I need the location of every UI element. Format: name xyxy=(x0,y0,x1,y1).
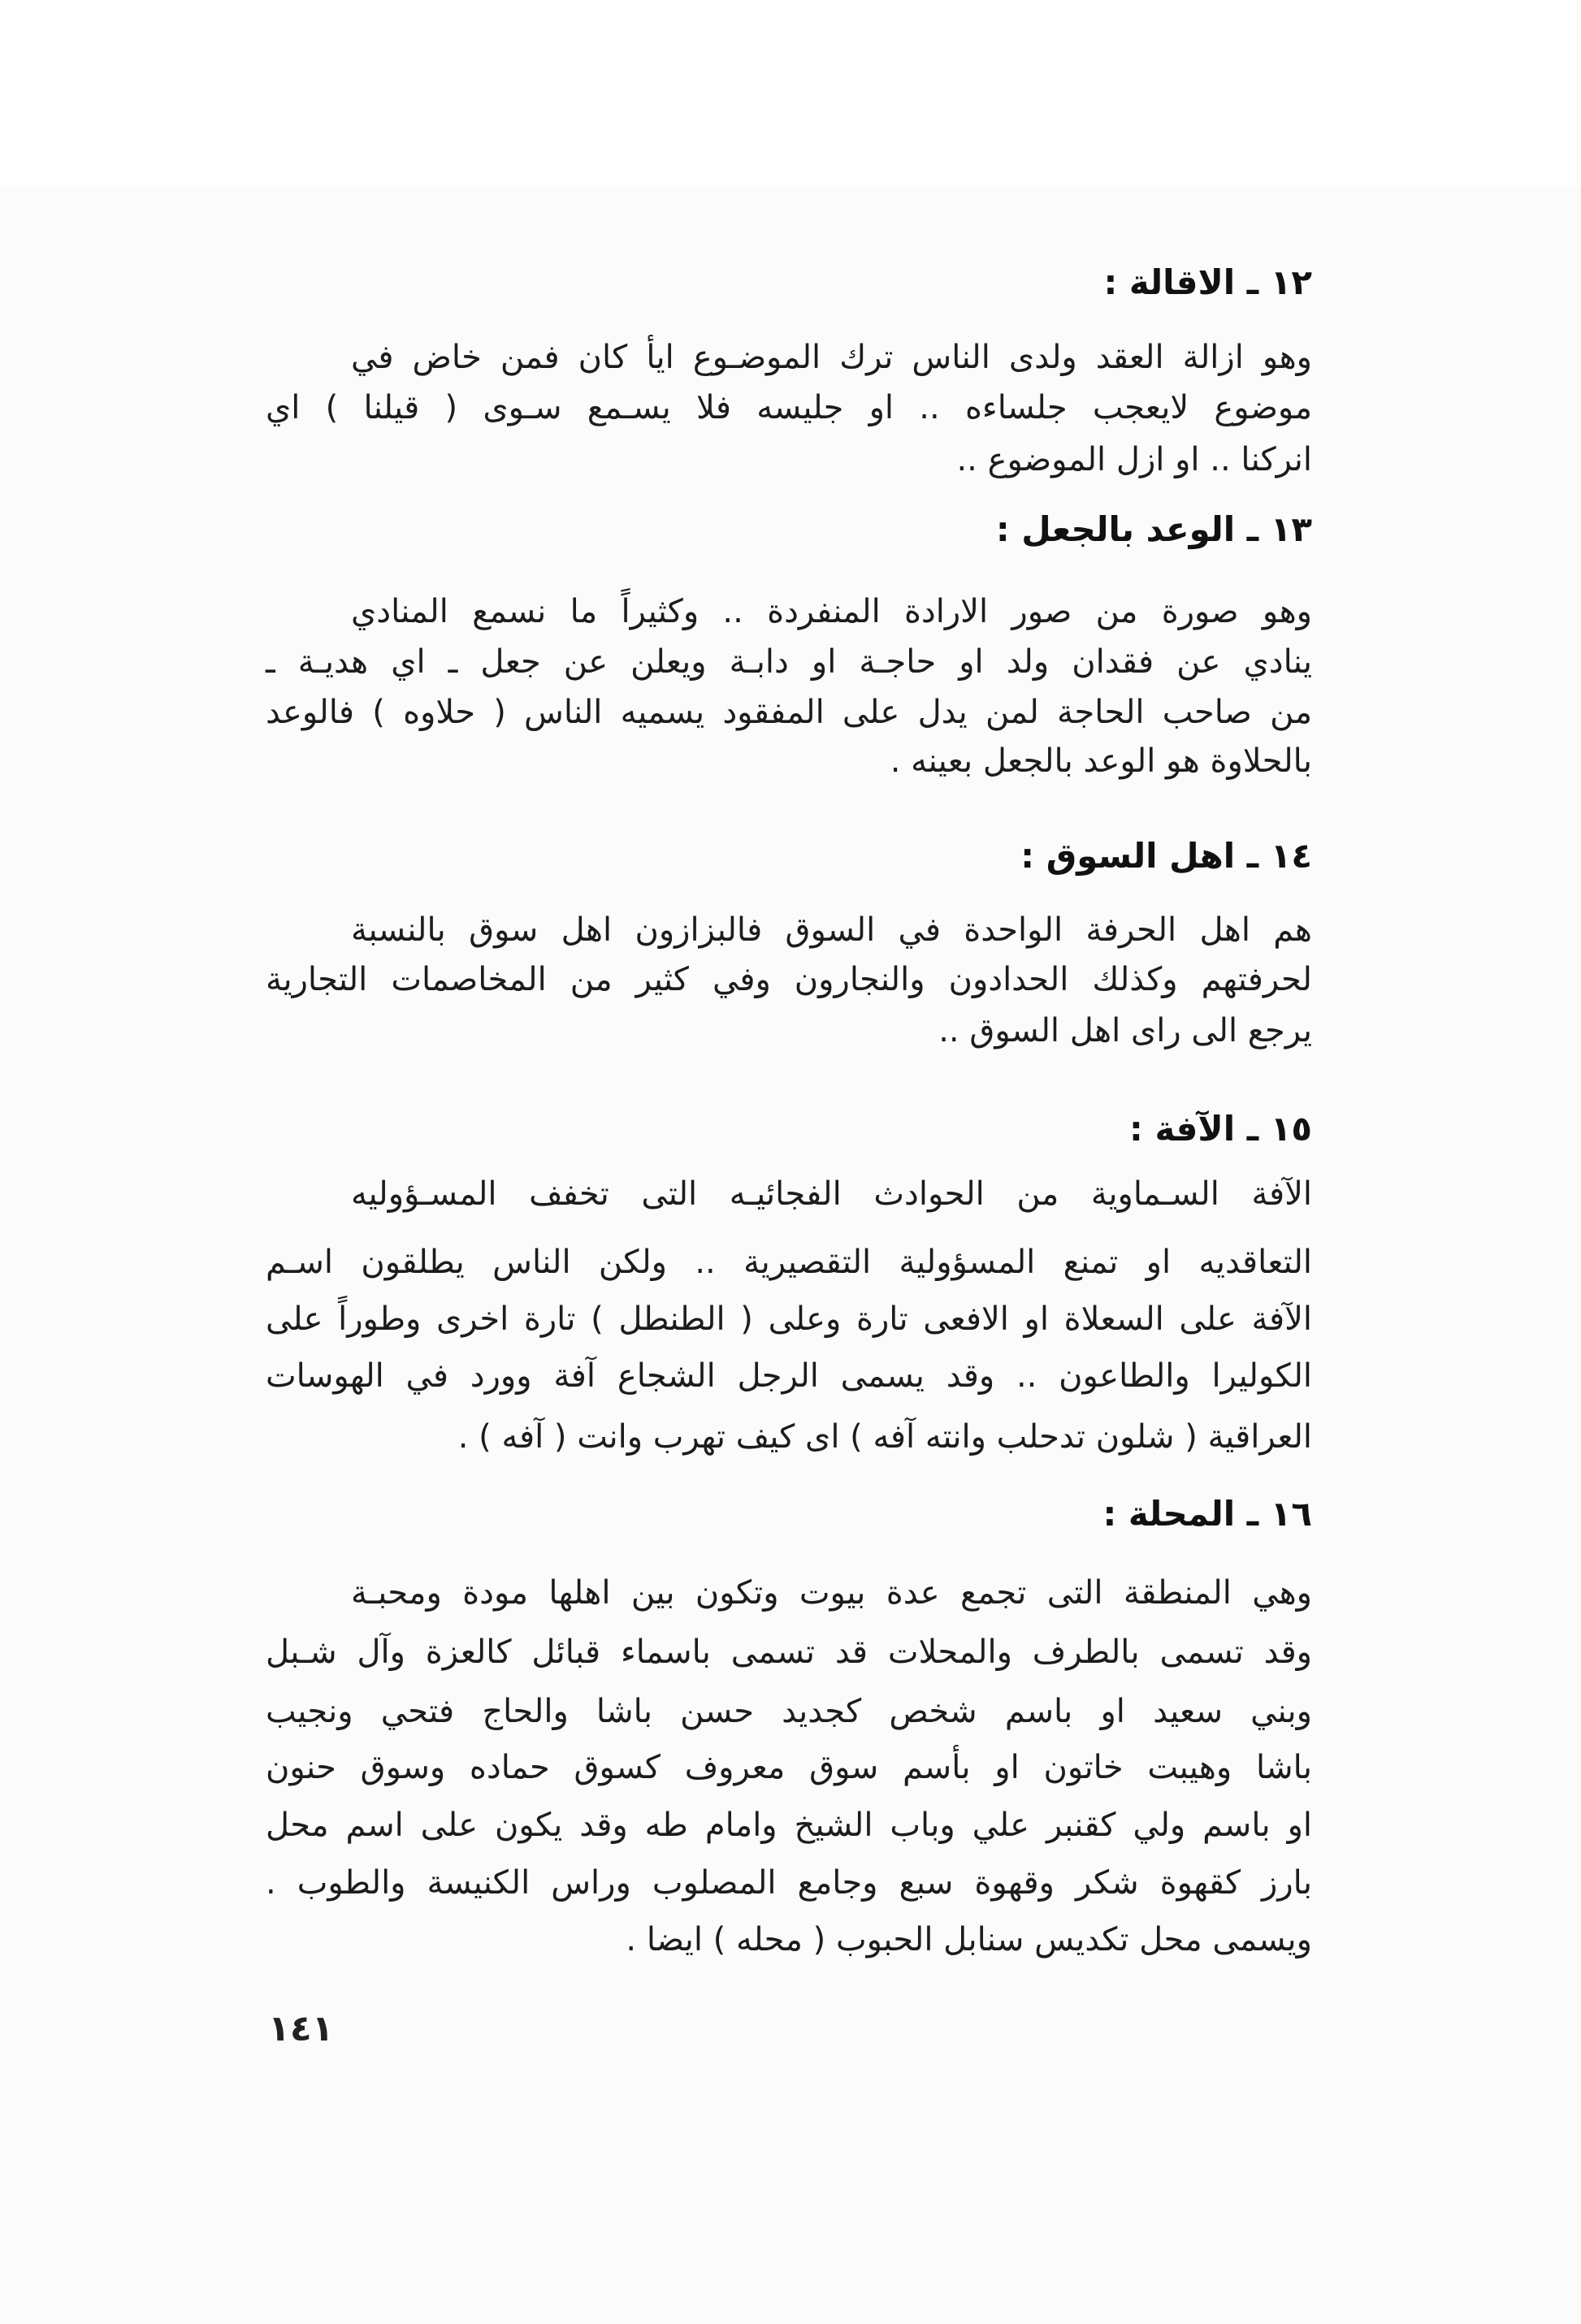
paragraph-line: باشا وهيبت خاتون او بأسم سوق معروف كسوق حماده وسوق حنون xyxy=(266,1749,1312,1786)
paragraph-line: هم اهل الحرفة الواحدة في السوق فالبزازون اهل سوق بالنسبة xyxy=(351,911,1312,949)
paragraph-line: لحرفتهم وكذلك الحدادون والنجارون وفي كثير من المخاصمات التجارية xyxy=(266,961,1312,998)
section-heading-12: ١٢ ـ الاقالة : xyxy=(1103,262,1312,302)
paragraph-line: يرجع الى راى اهل السوق .. xyxy=(938,1012,1312,1049)
paragraph-line: التعاقديه او تمنع المسؤولية التقصيرية .. ولكن الناس يطلقون اسـم xyxy=(266,1244,1312,1281)
section-heading-13: ١٣ ـ الوعد بالجعل : xyxy=(995,509,1312,549)
paragraph-line: موضوع لايعجب جلساءه .. او جليسه فلا يسـمع سـوى ( قيلنا ) اي xyxy=(266,389,1312,426)
paragraph-line: وقد تسمى بالطرف والمحلات قد تسمى باسماء قبائل كالعزة وآل شـبل xyxy=(266,1634,1312,1671)
paragraph-line: بارز كقهوة شكر وقهوة سبع وجامع المصلوب وراس الكنيسة والطوب . xyxy=(266,1864,1312,1902)
paragraph-line: انركنا .. او ازل الموضوع .. xyxy=(956,441,1312,478)
paragraph-line: الآفة السـماوية من الحوادث الفجائيـه التى تخفف المسـؤوليه xyxy=(351,1175,1312,1213)
section-heading-15: ١٥ ـ الآفة : xyxy=(1129,1109,1312,1149)
paragraph-line: بالحلاوة هو الوعد بالجعل بعينه . xyxy=(890,742,1312,780)
paragraph-line: ويسمى محل تكديس سنابل الحبوب ( محله ) ايضا . xyxy=(626,1921,1312,1958)
paragraph-line: وهو ازالة العقد ولدى الناس ترك الموضـوع ايأ كان فمن خاض في xyxy=(351,339,1312,376)
paragraph-line: وهي المنطقة التى تجمع عدة بيوت وتكون بين اهلها مودة ومحبـة xyxy=(351,1574,1312,1612)
paragraph-line: من صاحب الحاجة لمن يدل على المفقود يسميه الناس ( حلاوه ) فالوعد xyxy=(266,694,1312,731)
paragraph-line: ينادي عن فقدان ولد او حاجـة او دابـة ويعلن عن جعل ـ اي هديـة ـ xyxy=(266,643,1312,681)
paragraph-line: او باسم ولي كقنبر علي وباب الشيخ وامام طه وقد يكون على اسم محل xyxy=(266,1807,1312,1844)
paragraph-line: الكوليرا والطاعون .. وقد يسمى الرجل الشجاع آفة وورد في الهوسات xyxy=(266,1357,1312,1395)
paragraph-line: وبني سعيد او باسم شخص كجديد حسن باشا والحاج فتحي ونجيب xyxy=(266,1693,1312,1730)
section-heading-14: ١٤ ـ اهل السوق : xyxy=(1020,836,1312,876)
paragraph-line: العراقية ( شلون تدحلب وانته آفه ) اى كيف تهرب وانت ( آفه ) . xyxy=(457,1418,1312,1456)
section-heading-16: ١٦ ـ المحلة : xyxy=(1102,1494,1312,1534)
page-number: ١٤١ xyxy=(268,2008,334,2049)
paragraph-line: الآفة على السعلاة او الافعى تارة وعلى ( الطنطل ) تارة اخرى وطوراً على xyxy=(266,1300,1312,1338)
paragraph-line: وهو صورة من صور الارادة المنفردة .. وكثيراً ما نسمع المنادي xyxy=(351,593,1312,630)
